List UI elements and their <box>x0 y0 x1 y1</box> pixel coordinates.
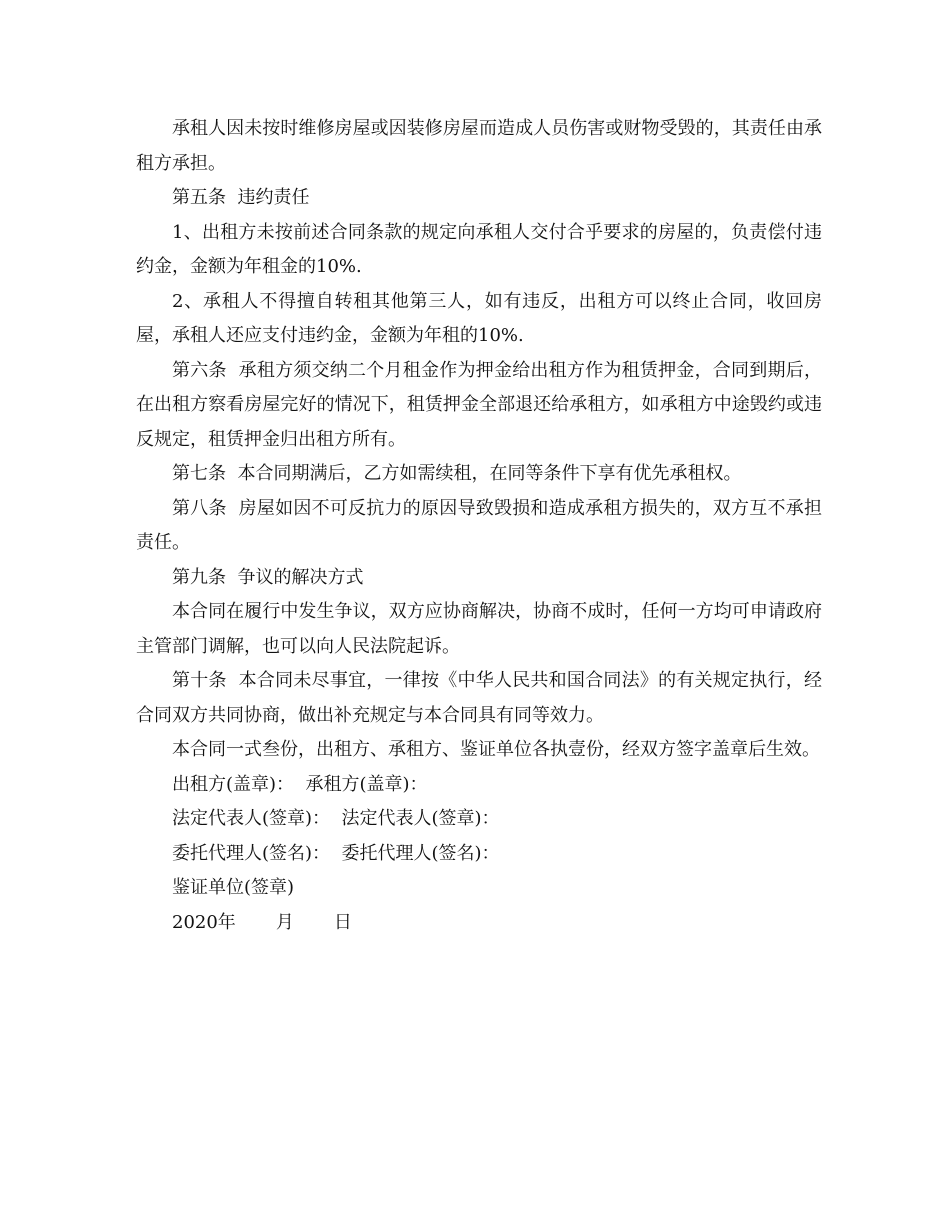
signature-line-legal-rep: 法定代表人(签章)： 法定代表人(签章)： <box>172 808 500 829</box>
paragraph-article-10: 第十条 本合同未尽事宜，一律按《中华人民共和国合同法》的有关规定执行，经合同双方共同协商，做出补充规定与本合同具有同等效力。 <box>136 670 822 726</box>
paragraph-article-6: 第六条 承租方须交纳二个月租金作为押金给出租方作为租赁押金，合同到期后，在出租方察看房屋完好的情况下，租赁押金全部退还给承租方，如承租方中途毁约或违反规定，租赁押金归出租方所有。 <box>136 359 822 450</box>
document-body <box>136 112 822 940</box>
paragraph-article-9-body: 本合同在履行中发生争议，双方应协商解决，协商不成时，任何一方均可申请政府主管部门调解，也可以向人民法院起诉。 <box>136 601 822 657</box>
heading-article-9: 第九条 争议的解决方式 <box>172 566 364 588</box>
heading-article-5: 第五条 违约责任 <box>172 187 310 208</box>
paragraph-copies: 本合同一式叁份，出租方、承租方、鉴证单位各执壹份，经双方签字盖章后生效。 <box>172 739 820 760</box>
signature-line-parties: 出租方(盖章)： 承租方(盖章)： <box>172 773 428 795</box>
paragraph-article-5-item-1: 1、出租方未按前述合同条款的规定向承租人交付合乎要求的房屋的，负责偿付违约金，金额为年租金的10%. <box>136 221 822 277</box>
paragraph-article-8: 第八条 房屋如因不可反抗力的原因导致毁损和造成承租方损失的，双方互不承担责任。 <box>136 497 822 553</box>
signature-line-agent: 委托代理人(签名)： 委托代理人(签名)： <box>172 842 500 864</box>
paragraph-article-5-item-2: 2、承租人不得擅自转租其他第三人，如有违反，出租方可以终止合同，收回房屋，承租人还应支付违约金，金额为年租的10%. <box>136 290 822 346</box>
paragraph-article-7: 第七条 本合同期满后，乙方如需续租，在同等条件下享有优先承租权。 <box>172 463 742 484</box>
date-line: 2020年 月 日 <box>172 911 352 933</box>
paragraph-liability-repair: 承租人因未按时维修房屋或因装修房屋而造成人员伤害或财物受毁的，其责任由承租方承担。 <box>136 118 822 174</box>
signature-line-witness: 鉴证单位(签章) <box>172 877 295 898</box>
